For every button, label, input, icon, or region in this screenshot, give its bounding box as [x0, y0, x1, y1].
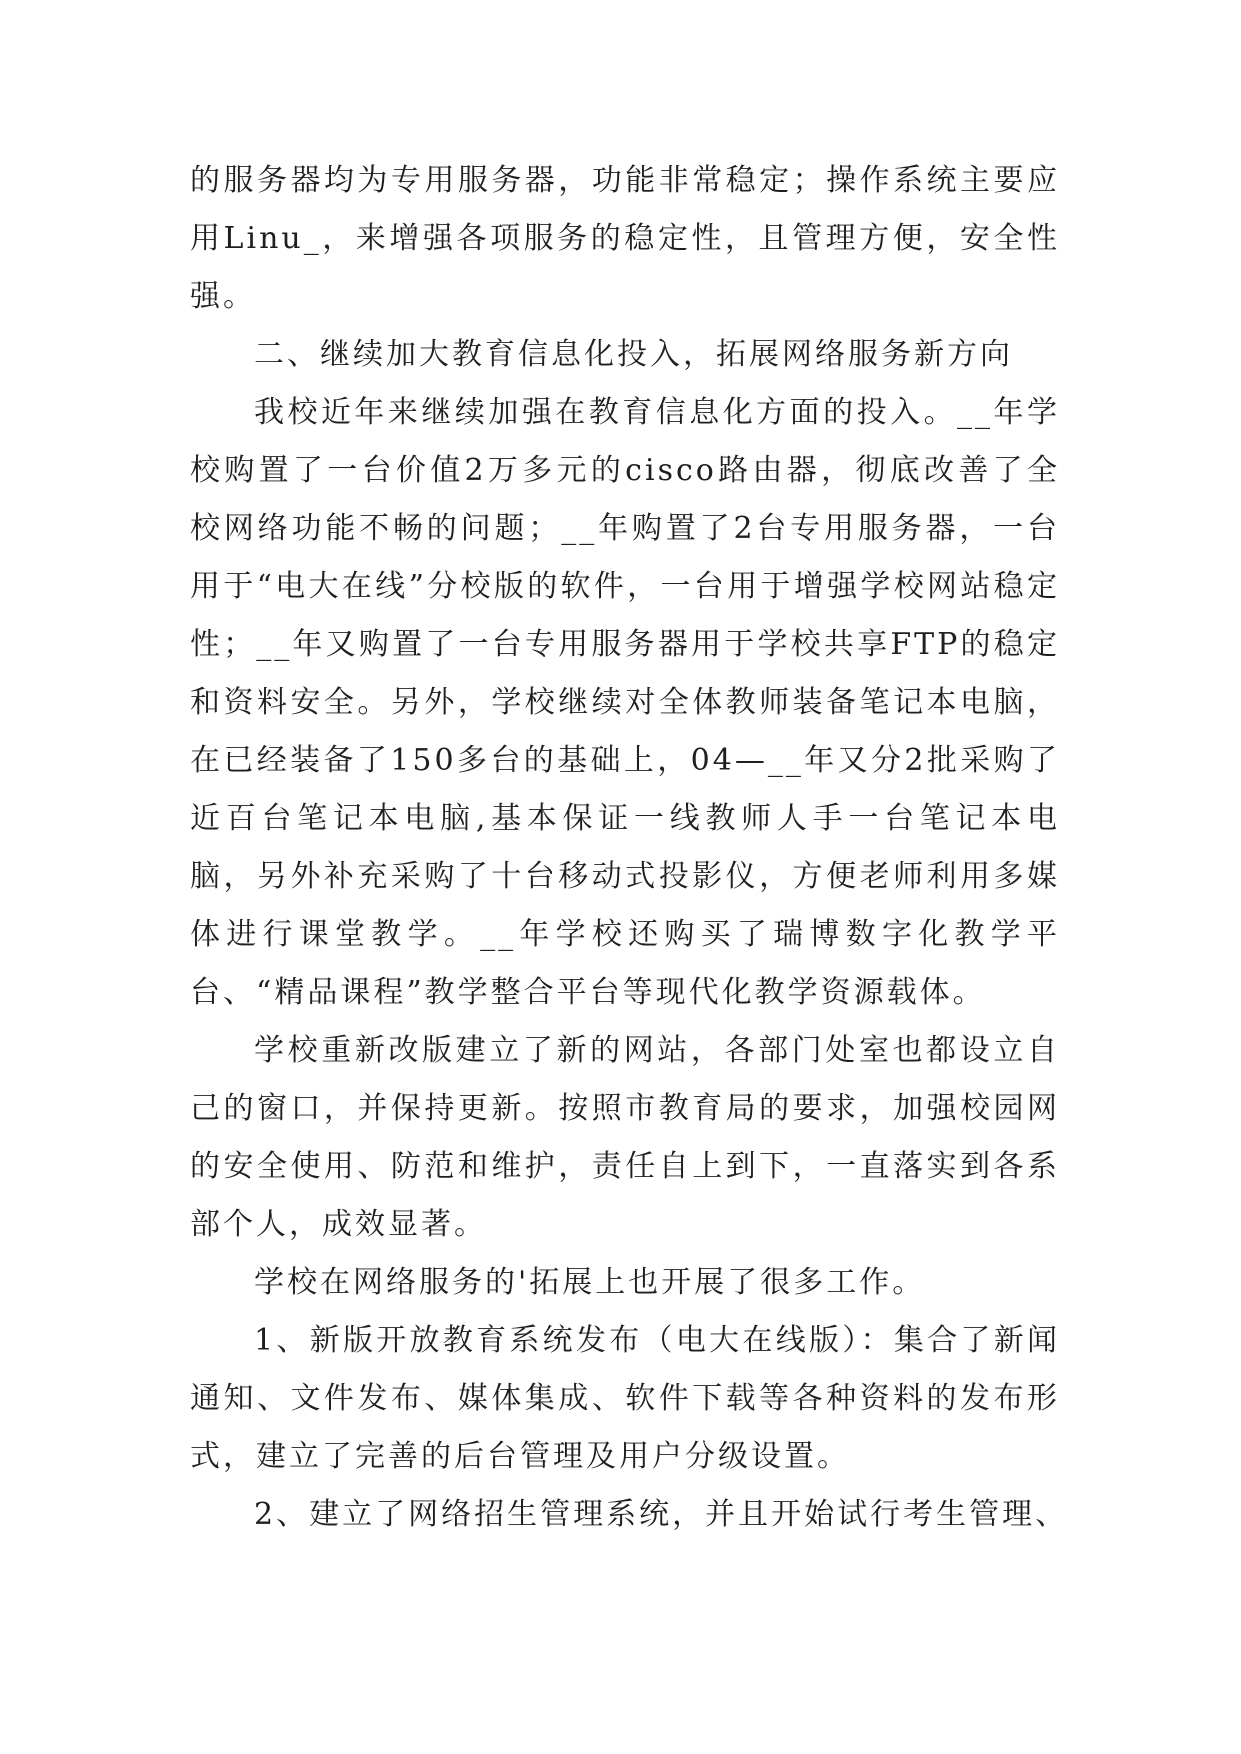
- paragraph-network-services: 学校在网络服务的'拓展上也开展了很多工作。: [254, 1265, 926, 1300]
- list-item-2: 2、建立了网络招生管理系统，并且开始试行考生管理、: [254, 1497, 1069, 1532]
- section-heading-2: 二、继续加大教育信息化投入，拓展网络服务新方向: [254, 337, 1013, 372]
- paragraph-website: 学校重新改版建立了新的网站，各部门处室也都设立自己的窗口，并保持更新。按照市教育局的要求，加强校园网的安全使用、防范和维护，责任自上到下，一直落实到各系部个人，成效显著。: [190, 1033, 1060, 1242]
- list-item-1: 1、新版开放教育系统发布（电大在线版）：集合了新闻通知、文件发布、媒体集成、软件下载等各种资料的发布形式，建立了完善的后台管理及用户分级设置。: [190, 1323, 1060, 1474]
- paragraph-investment: 我校近年来继续加强在教育信息化方面的投入。__年学校购置了一台价值2万多元的cisco路由器，彻底改善了全校网络功能不畅的问题；__年购置了2台专用服务器，一台用于“电大在线”分校版的软件，一台用于增强学校网站稳定性；__年又购置了一台专用服务器用于学校共享FTP的稳定和资料安全。另外，学校继续对全体教师装备笔记本电脑，在已经装备了150多台的基础上，04—__年又分2批采购了近百台笔记本电脑,基本保证一线教师人手一台笔记本电脑，另外补充采购了十台移动式投影仪，方便老师利用多媒体进行课堂教学。__年学校还购买了瑞博数字化教学平台、“精品课程”教学整合平台等现代化教学资源载体。: [190, 395, 1060, 1010]
- paragraph-server-stability: 的服务器均为专用服务器，功能非常稳定；操作系统主要应用Linu_，来增强各项服务的稳定性，且管理方便，安全性强。: [190, 163, 1060, 314]
- document-body: [190, 152, 1069, 1544]
